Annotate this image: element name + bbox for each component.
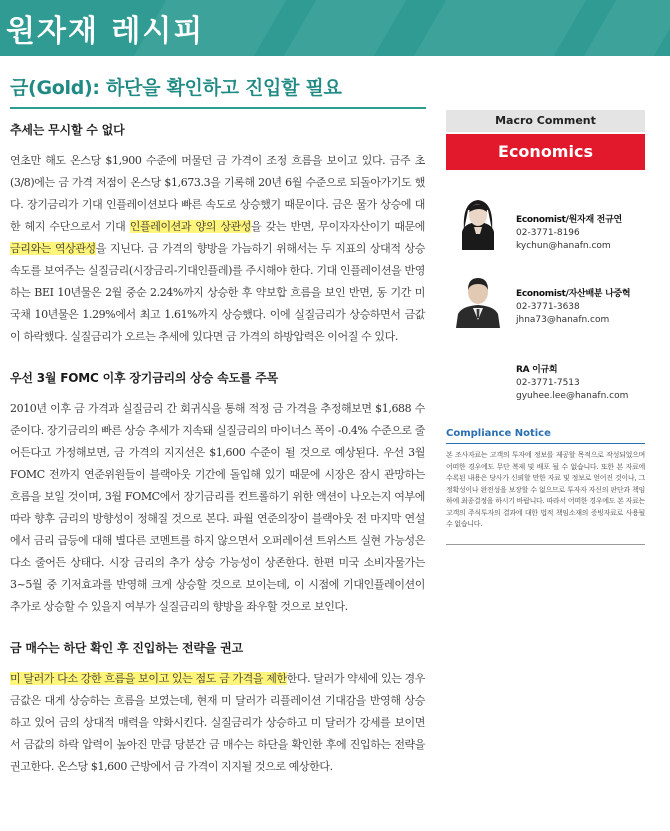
section-title: 우선 3월 FOMC 이후 장기금리의 상승 속도를 주목: [10, 371, 279, 385]
compliance-text: 본 조사자료는 고객의 투자에 정보를 제공할 목적으로 작성되었으며 어떠한 경우에도 무단 복제 및 배포 될 수 없습니다. 또한 본 자료에 수록된 내용은 당사가 신뢰할 만한 자료 및 정보로 얻어진 것이나, 그 정확성이나 완전성을 보장할 수 없으므로 투자자 자신의 판단과 책임하에 최종결정을 하시기 바랍니다. 따라서 어떠한 경우에도 본 자료는 고객의 주식투자의 결과에 대한 법적 책임소재의 증빙자료로 사용될 수 없습니다.: [446, 451, 645, 528]
paragraph-text: 2010년 이후 금 가격과 실질금리 간 회귀식을 통해 적정 금 가격을 추정해보면 $1,688 수준이다. 장기금리의 빠른 상승 추세가 지속돼 실질금리의 마이너스 폭이 -0.4% 수준으로 줄어든다고 가정해보면, 금 가격의 지지선은 $1,600 수준이 될 것으로 예상된다. 우선 3월 FOMC 전까지 연준위원들이 블랙아웃 기간에 돌입해 있기 때문에 시장은 잠시 관망하는 흐름을 보일 것이며, 3월 FOMC에서 장기금리를 컨트롤하기 위한 액션이 나오는지 여부에 따라 향후 금리의 방향성이 정해질 것으로 본다. 파월 연준의장이 블랙아웃 전 마지막 연설에서 금리 급등에 대해 별다른 코멘트를 하지 않으면서 오퍼레이션 트위스트 실현 가능성은 다소 줄어든 상태다. 시장 금리의 추가 상승 가능성이 상존한다. 한편 미국 소비자물가는 3~5월 중 기저효과를 반영해 크게 상승할 것으로 보이는데, 이 시점에 기대인플레이션이 추가로 상승할 수 있을지 여부가 실질금리의 향방을 좌우할 것으로 보인다.: [10, 402, 425, 613]
section-strategy: [10, 636, 425, 778]
paragraph-text: 연초만 해도 온스당 $1,900 수준에 머물던 금 가격이 조정 흐름을 보이고 있다. 금주 초(3/8)에는 금 가격 저점이 온스당 $1,673.3을 기록해 20년 6월 수준으로 되돌아가기도 했다. 장기금리가 기대 인플레이션보다 빠른 속도로 상승했기 때문이다. 금은 물가 상승에 대한 헤지 수단으로서 기대: [10, 154, 425, 233]
analyst-info: [516, 288, 646, 327]
economics-banner: Economics: [446, 134, 645, 170]
highlighted-text: 금리와는 역상관성: [10, 242, 96, 255]
analyst-phone: 02-3771-8196: [516, 228, 580, 238]
banner-title: 원자재 레시피: [6, 14, 205, 49]
paragraph-text: 한다. 달러가 약세에 있는 경우 금값은 대게 상승하는 흐름을 보였는데, 현재 미 달러가 리플레이션 기대감을 반영해 상승하고 있어 금의 상대적 매력을 약화시킨다. 실질금리가 상승하고 미 달러가 강세를 보이면서 금값의 하락 압력이 높아진 만큼 당분간 금 매수는 하단을 확인한 후에 진입하는 전략을 권고한다. 온스당 $1,600 근방에서 금 가격이 지지될 것으로 예상한다.: [10, 672, 425, 773]
paragraph-text: 을 갖는 반면, 무이자자산이기 때문에: [251, 220, 425, 233]
section-title: 금 매수는 하단 확인 후 진입하는 전략을 권고: [10, 641, 243, 655]
highlighted-text: 미 달러가 다소 강한 흐름을 보이고 있는 점도 금 가격을 제한: [10, 672, 287, 685]
analyst-info: [516, 364, 646, 403]
page-banner: [0, 0, 670, 56]
highlighted-text: 인플레이션과 양의 상관성: [129, 220, 252, 233]
section-title: 추세는 무시할 수 없다: [10, 123, 125, 137]
paragraph-text: 을 지닌다. 금 가격의 향방을 가늠하기 위해서는 두 지표의 상대적 상승 속도를 보여주는 실질금리(시장금리-기대인플레)를 주시해야 한다. 기대 인플레이션을 반영하는 BEI 10년물은 2월 중순 2.24%까지 상승한 후 약보합 흐름을 보인 반면, 동 기간 미 국채 10년물은 1.29%에서 최고 1.61%까지 상승했다. 이에 실질금리가 상승하면서 금값이 하락했다. 실질금리가 오르는 추세에 있다면 금 가격의 하방압력은 이어질 수 있다.: [10, 242, 426, 343]
sidebar: [446, 110, 645, 528]
analyst-phone: 02-3771-7513: [516, 378, 580, 388]
analyst-name: Economist/원자재 전규연: [516, 215, 622, 225]
macro-comment-label: Macro Comment: [446, 110, 645, 132]
compliance-divider: [446, 443, 645, 444]
analyst-info: [516, 214, 646, 253]
analyst-phone: 02-3771-3638: [516, 302, 580, 312]
analyst-email[interactable]: kychun@hanafn.com: [516, 241, 611, 251]
section-paragraph: [10, 668, 425, 778]
analyst-photo-icon: [448, 268, 508, 328]
section-paragraph: [10, 150, 425, 348]
analyst-email[interactable]: jhna73@hanafn.com: [516, 315, 610, 325]
analyst-name: RA 이규희: [516, 365, 558, 375]
headline-divider: [10, 107, 426, 109]
section-trend: [10, 118, 425, 348]
article-body: [10, 118, 425, 778]
report-headline: 금(Gold): 하단을 확인하고 진입할 필요: [10, 77, 342, 99]
analyst-name: Economist/자산배분 나중혁: [516, 289, 631, 299]
analyst-photo-icon: [448, 190, 508, 250]
compliance-title: Compliance Notice: [446, 428, 551, 439]
section-paragraph: [10, 398, 425, 618]
section-fomc: [10, 366, 425, 618]
analyst-email[interactable]: gyuhee.lee@hanafn.com: [516, 391, 629, 401]
compliance-bottom-rule: [446, 544, 645, 545]
